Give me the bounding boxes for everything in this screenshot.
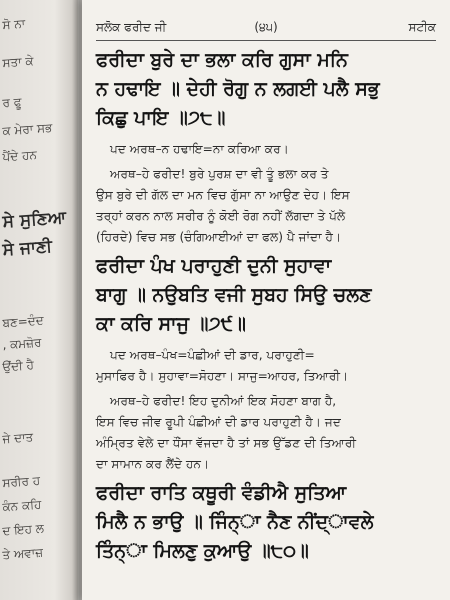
header-right: ਸਟੀਕ [408,20,436,34]
verse-line: ਨ ਹਢਾਇ ॥ ਦੇਹੀ ਰੋਗੁ ਨ ਲਗਈ ਪਲੈ ਸਭੁ [96,78,380,100]
left-fragment: ਬਣ=ਦੰਦ [2,313,45,330]
left-fragment: ਤੇ ਅਵਾਜ਼ [2,545,44,562]
meaning-79 [96,391,438,475]
shlok-79 [96,252,438,339]
gloss-line: ਮੁਸਾਫਿਰ ਹੈ। ਸੁਹਾਵਾ=ਸੋਹਣਾ। ਸਾਜੁ=ਆਹਰ, ਤਿਆਰੀ। [96,369,349,383]
shlok-78 [96,46,438,133]
verse-line: ਮਿਲੈ ਨ ਭਾਉ ॥ ਜਿੰਨ੍ਾ ਨੈਣ ਨੀਂਦ੍ਾਵਲੇ [96,511,374,533]
meaning-line: ਦਾ ਸਾਮਾਨ ਕਰ ਲੈਂਦੇ ਹਨ। [96,457,210,471]
left-fragment: ਕੰਨ ਕਹਿ [2,497,42,514]
verse-line: ਫਰੀਦਾ ਬੁਰੇ ਦਾ ਭਲਾ ਕਰਿ ਗੁਸਾ ਮਨਿ [96,49,348,71]
verse-line: ਫਰੀਦਾ ਪੰਖ ਪਰਾਹੁਣੀ ਦੁਨੀ ਸੁਹਾਵਾ [96,255,332,277]
verse-line: ਕਿਛੁ ਪਾਇ ॥੭੮॥ [96,107,226,129]
left-page-edge [0,0,78,600]
header-title: ਸਲੋਕ ਫਰੀਦ ਜੀ [96,20,167,34]
book-page [82,0,450,600]
left-fragment: ਸੇ ਜਾਣੀ [2,236,53,260]
left-fragment: ਜੇ ਦਾਤ [2,429,34,446]
meaning-line: ਅਰਥ–ਹੇ ਫਰੀਦ! ਬੁਰੇ ਪੁਰਸ਼ ਦਾ ਵੀ ਤੂੰ ਭਲਾ ਕਰ ਤੇ [110,167,329,181]
left-fragment: ਰ ਫੂ [2,94,23,110]
left-fragment: ਸਰੀਰ ਹ [2,473,41,490]
left-fragment: ਸੋ ਨਾ [2,16,26,32]
word-meanings-78 [96,139,438,160]
left-fragment: ਦ ਇਹ ਲ [2,521,45,538]
left-fragment: ਉਂਦੀ ਹੈ [2,357,35,374]
left-fragment: ਕ ਮੇਰਾ ਸਭ [2,120,53,138]
verse-line: ਕਾ ਕਰਿ ਸਾਜੁ ॥੭੯॥ [96,313,246,335]
left-fragment: ਸੇ ਸੁਣਿਆ [2,207,67,232]
page-content [96,46,438,572]
gloss-line: ਪਦ ਅਰਥ–ਨ ਹਢਾਇ=ਨਾ ਕਰਿਆ ਕਰ। [110,142,289,156]
header-rule [96,40,436,41]
shlok-80 [96,479,438,566]
left-fragment: , ਕਮਜ਼ੋਰ [2,335,42,352]
verse-line: ਤਿੰਨ੍ਾ ਮਿਲਣੁ ਕੁਆਉ ॥੮੦॥ [96,540,309,562]
page-number: (੪੫) [254,20,278,34]
left-fragment: ਪੈਂਦੇ ਹਨ [2,147,38,164]
running-header [96,20,436,38]
meaning-78 [96,164,438,248]
word-meanings-79 [96,345,438,387]
meaning-line: ਇਸ ਵਿਚ ਜੀਵ ਰੂਪੀ ਪੰਛੀਆਂ ਦੀ ਡਾਰ ਪਰਾਹੁਣੀ ਹੈ। ਜਦ [96,415,341,429]
verse-line: ਬਾਗੁ ॥ ਨਉਬਤਿ ਵਜੀ ਸੁਬਹ ਸਿਉ ਚਲਣ [96,284,372,306]
meaning-line: ਉਸ ਬੁਰੇ ਦੀ ਗੱਲ ਦਾ ਮਨ ਵਿਚ ਗੁੱਸਾ ਨਾ ਆਉਣ ਦੇਹ। ਇਸ [96,188,350,202]
meaning-line: ਅਰਥ–ਹੇ ਫਰੀਦ! ਇਹ ਦੁਨੀਆਂ ਇਕ ਸੋਹਣਾ ਬਾਗ ਹੈ, [110,394,337,408]
meaning-line: ਅੰਮ੍ਰਿਤ ਵੇਲੇ ਦਾ ਧੌਂਸਾ ਵੱਜਦਾ ਹੈ ਤਾਂ ਸਭ ਉੱਡਣ ਦੀ ਤਿਆਰੀ [96,436,357,450]
verse-line: ਫਰੀਦਾ ਰਾਤਿ ਕਥੂਰੀ ਵੰਡੀਐ ਸੁਤਿਆ [96,482,347,504]
meaning-line: (ਹਿਰਦੇ) ਵਿਚ ਸਭ (ਚੰਗਿਆਈਆਂ ਦਾ ਫਲ) ਪੈ ਜਾਂਦਾ ਹੈ। [96,230,342,244]
left-fragment: ਸਤਾ ਕੇ [2,53,35,70]
meaning-line: ਤਰ੍ਹਾਂ ਕਰਨ ਨਾਲ ਸਰੀਰ ਨੂੰ ਕੋਈ ਰੋਗ ਨਹੀਂ ਲੱਗਦਾ ਤੇ ਪੱਲੇ [96,209,346,223]
gloss-line: ਪਦ ਅਰਥ–ਪੰਖ=ਪੰਛੀਆਂ ਦੀ ਡਾਰ, ਪਰਾਹੁਣੀ= [110,348,315,362]
